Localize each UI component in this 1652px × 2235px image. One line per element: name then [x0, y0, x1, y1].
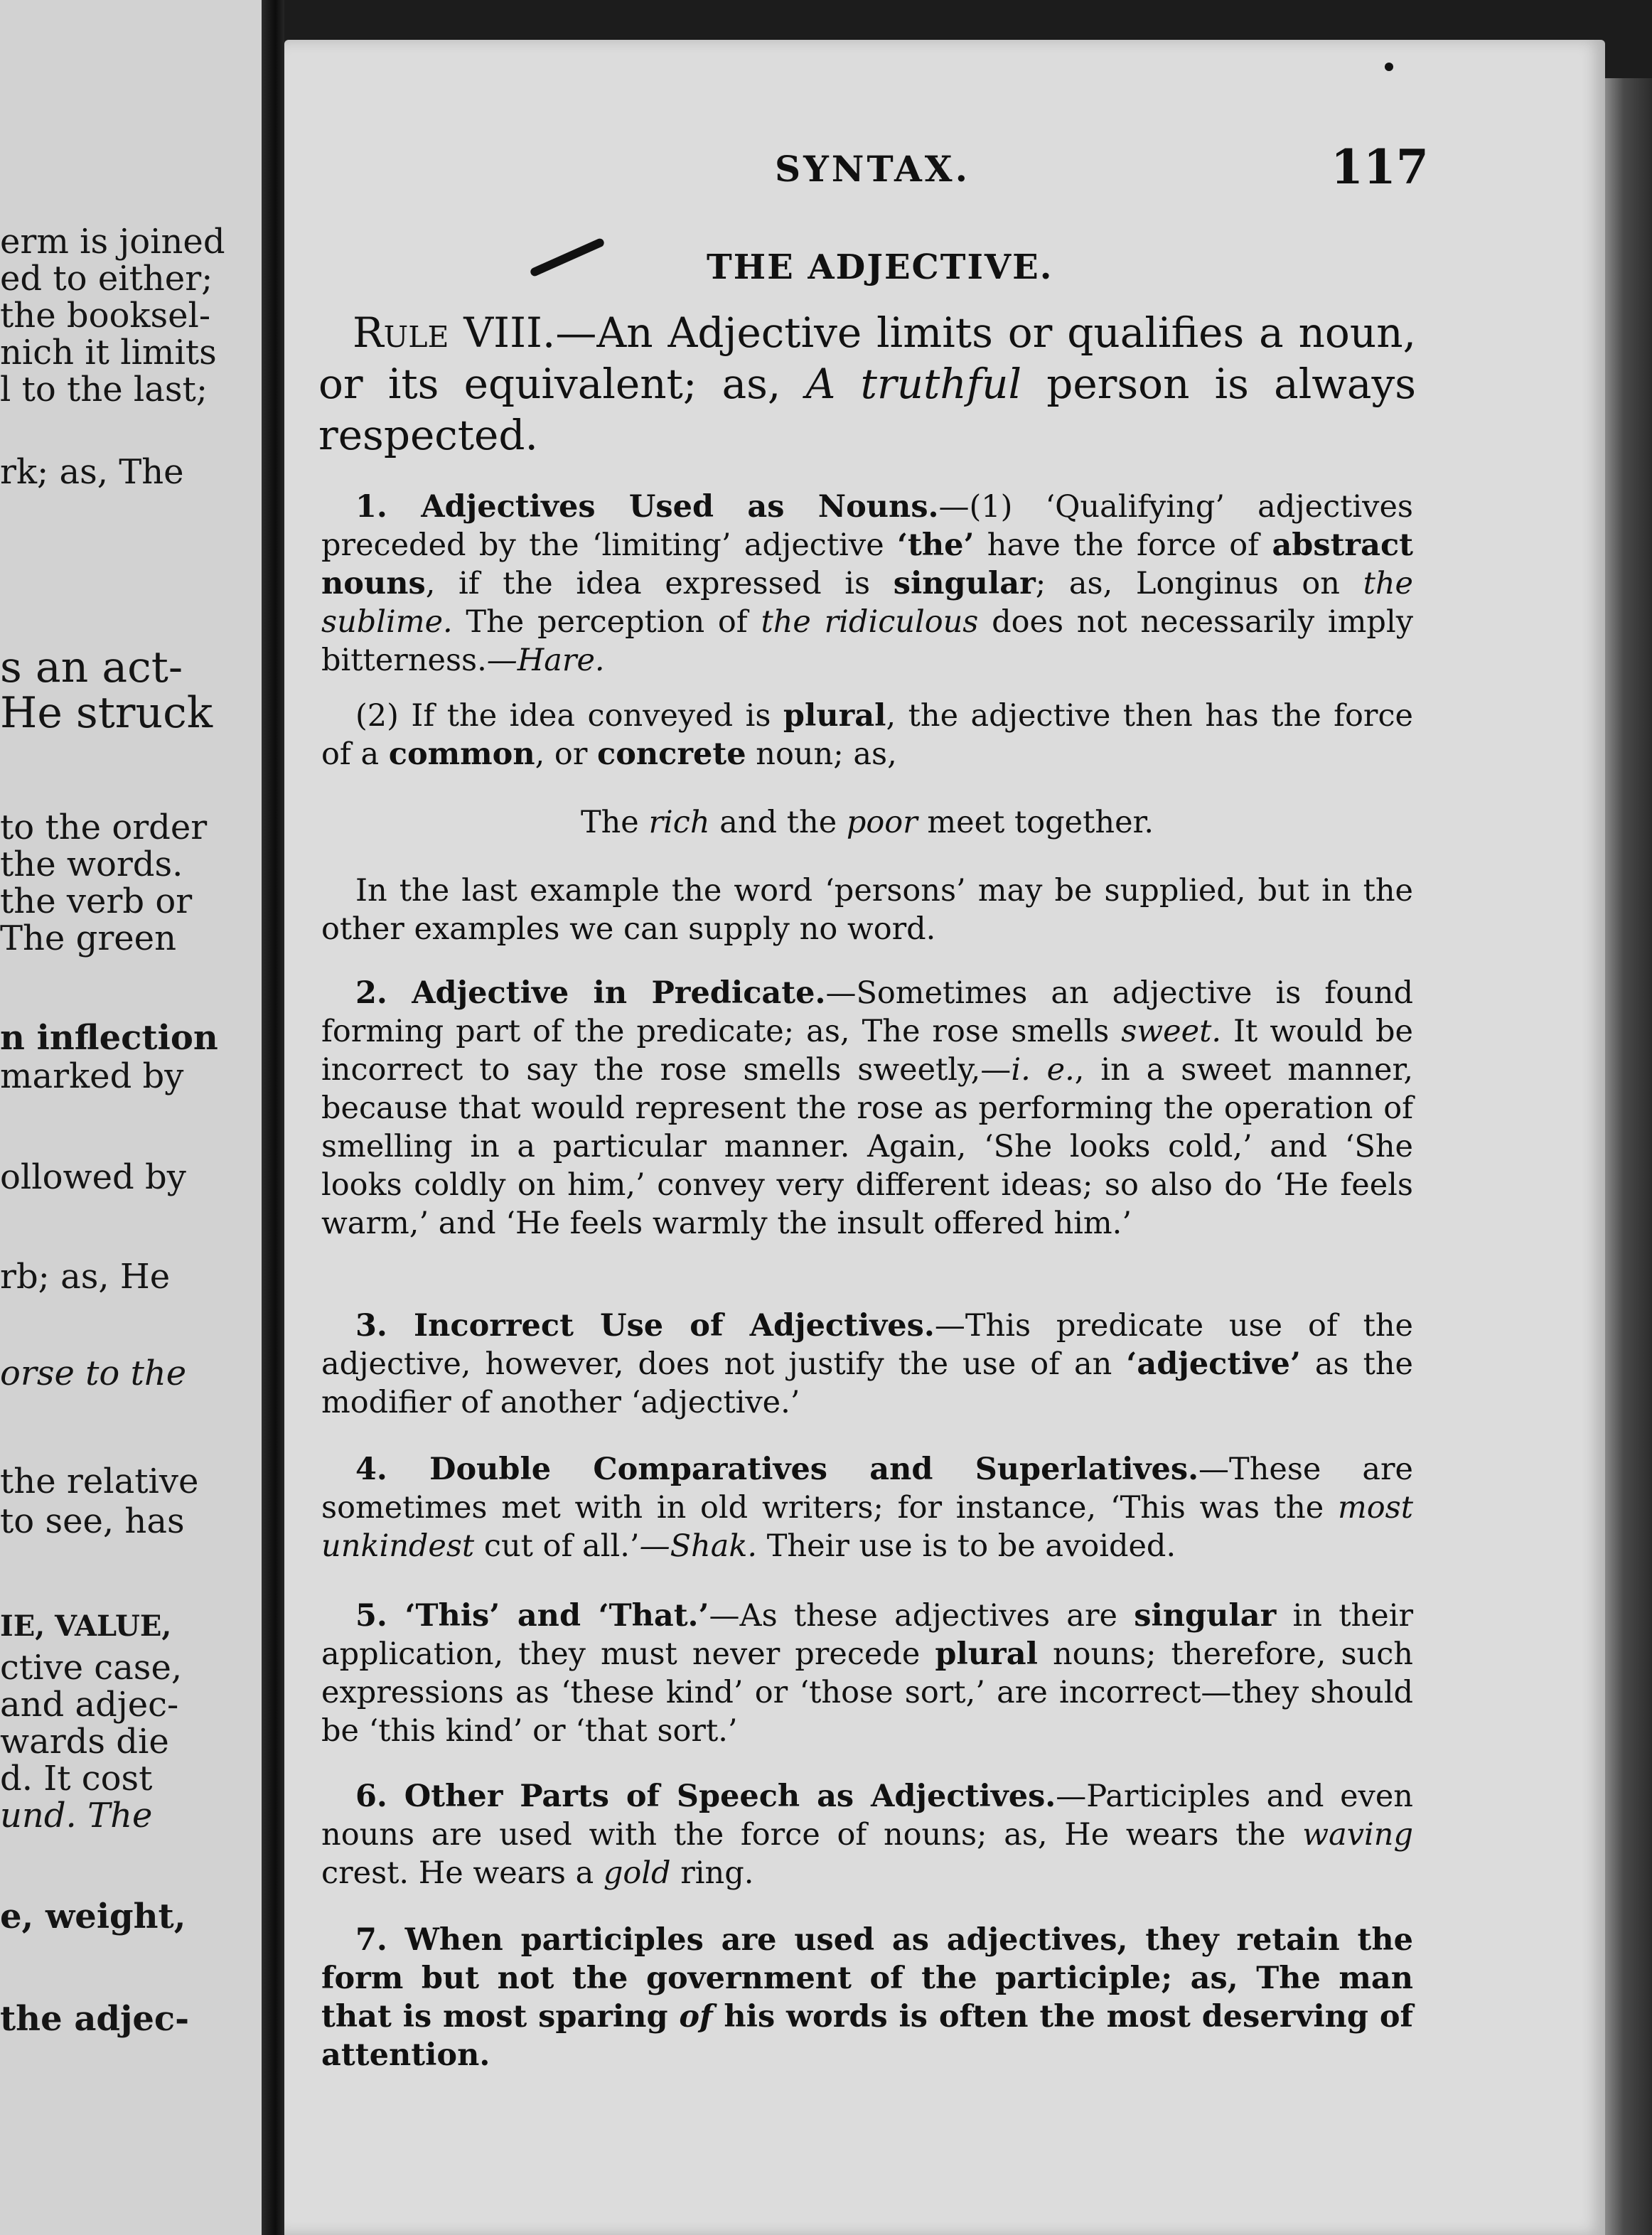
left-line: e, weight, — [0, 1897, 186, 1936]
bold-text: singular — [1134, 1598, 1277, 1634]
left-line: IE, VALUE, — [0, 1609, 172, 1643]
bold-text: singular — [893, 566, 1036, 601]
paragraph-other-parts-of-speech — [321, 1777, 1413, 1892]
paragraph-adjective-in-predicate — [321, 974, 1413, 1243]
bold-text: plural — [783, 698, 886, 734]
rule-label: Rule VIII. — [353, 309, 556, 357]
bold-text: common — [388, 736, 535, 772]
left-line: nich it limits — [0, 333, 217, 372]
text: meet together. — [917, 805, 1154, 840]
left-line: and adjec- — [0, 1685, 179, 1725]
text: , if the idea expressed is — [425, 566, 894, 601]
rule-statement — [318, 307, 1416, 461]
paragraph-this-and-that — [321, 1597, 1413, 1750]
italic-text: rich — [648, 805, 710, 840]
left-line: to see, has — [0, 1501, 185, 1541]
text: his words is often the most deserving of attention. — [321, 1999, 1413, 2073]
text: —This predicate use of the adjective, however, does not justify the use of an — [321, 1308, 1413, 1382]
text: Their use is to be avoided. — [757, 1528, 1176, 1564]
text: nouns; therefore, such expressions as ‘these kind’ or ‘those sort,’ are incorrect—they should be ‘this kind’ or ‘that sort.’ — [321, 1636, 1413, 1749]
running-head: SYNTAX. — [775, 148, 970, 190]
bold-text: ‘adjective’ — [1126, 1346, 1301, 1382]
text: —Participles and even nouns are used with the force of nouns; as, He wears the — [321, 1779, 1413, 1853]
left-line: the adjec- — [0, 1999, 190, 2039]
text: —As these adjectives are — [709, 1598, 1135, 1634]
rule-example: truthful — [860, 360, 1022, 408]
left-line: He struck — [0, 688, 213, 738]
paragraph-heading: 1. Adjectives Used as Nouns. — [355, 489, 939, 525]
text: in their application, they must never precede — [321, 1598, 1414, 1672]
left-line: the words. — [0, 845, 183, 884]
left-line: the relative — [0, 1462, 199, 1501]
left-line: ctive case, — [0, 1648, 183, 1688]
text: The perception of — [452, 604, 761, 640]
left-line: The green — [0, 918, 176, 958]
italic-text: the sublime. — [321, 566, 1413, 640]
text: cut of all.’ — [474, 1528, 640, 1564]
paragraph-heading: 6. Other Parts of Speech as Adjectives. — [355, 1779, 1056, 1814]
text: noun; as, — [746, 736, 897, 772]
text: , in a sweet manner, because that would represent the rose as performing the operation of smelling in a particular manner. Again, ‘She looks cold,’ and ‘She looks coldly on him,’ convey very different ideas; so also do ‘He feels warm,’ and ‘He feels warmly the insult offered him.’ — [321, 1052, 1413, 1241]
book-gutter — [262, 0, 284, 2235]
paragraph-heading: 2. Adjective in Predicate. — [355, 975, 826, 1011]
left-line: marked by — [0, 1056, 184, 1096]
text: —Sometimes an adjective is found forming part of the predicate; as, The rose smells — [321, 975, 1413, 1049]
text: as the modifier of another ‘adjective.’ — [321, 1346, 1413, 1420]
left-line: und. The — [0, 1796, 153, 1835]
text: does not necessarily imply bitterness. — [321, 604, 1413, 678]
bold-text: plural — [935, 1636, 1038, 1672]
paragraph-heading: 4. Double Comparatives and Superlatives. — [355, 1452, 1199, 1487]
text: (2) If the idea conveyed is — [355, 698, 783, 734]
text: ring. — [670, 1855, 754, 1891]
paragraph-heading: 3. Incorrect Use of Adjectives. — [355, 1308, 935, 1344]
left-line: n inflection — [0, 1018, 218, 1058]
ink-dot — [1385, 63, 1393, 71]
bold-text: ‘the’ — [897, 527, 975, 563]
paragraph-double-comparatives — [321, 1450, 1413, 1565]
text: crest. He wears a — [321, 1855, 604, 1891]
text: 7. When participles are used as adjectives, they retain the form but not the government of the participle; as, The man that is most sparing — [321, 1922, 1413, 2035]
text: have the force of — [974, 527, 1272, 563]
italic-text: poor — [846, 805, 918, 840]
left-line: l to the last; — [0, 370, 208, 409]
left-line: s an act- — [0, 643, 183, 692]
italic-text: most unkindest — [321, 1490, 1413, 1564]
rule-text: person is always respected. — [318, 360, 1416, 459]
rule-text: —An Adjective limits or qualifies a noun, or its equivalent; as, — [318, 309, 1416, 408]
page-edge — [1605, 78, 1652, 2235]
left-page — [0, 0, 262, 2235]
rule-example: A — [805, 360, 836, 408]
italic-text: sweet. — [1121, 1014, 1222, 1049]
italic-text: gold — [603, 1855, 671, 1891]
text: —(1) ‘Qualifying’ adjectives preceded by the ‘limiting’ adjective — [321, 489, 1413, 563]
left-line: erm is joined — [0, 222, 225, 262]
paragraph-adjectives-as-nouns — [321, 488, 1413, 680]
text: —These are sometimes met with in old writers; for instance, ‘This was the — [321, 1452, 1413, 1526]
left-line: wards die — [0, 1722, 169, 1762]
left-line: to the order — [0, 808, 208, 847]
text: , the adjective then has the force of a — [321, 698, 1413, 772]
left-line: rb; as, He — [0, 1257, 171, 1297]
left-line: orse to the — [0, 1354, 187, 1393]
left-line: d. It cost — [0, 1759, 153, 1799]
text: ; as, Longinus on — [1035, 566, 1363, 601]
left-line: the verb or — [0, 881, 193, 921]
italic-text: —Shak. — [639, 1528, 758, 1564]
text: The — [580, 805, 649, 840]
text: , or — [535, 736, 598, 772]
page-number: 117 — [1331, 139, 1429, 195]
paragraph-plural-idea — [321, 697, 1413, 773]
paragraph-participles — [321, 1921, 1413, 2074]
example-line — [321, 803, 1413, 842]
left-line: rk; as, The — [0, 452, 184, 492]
bold-text: abstract nouns — [321, 527, 1413, 601]
paragraph-heading: 5. ‘This’ and ‘That.’ — [355, 1598, 709, 1634]
left-line: ed to either; — [0, 259, 213, 299]
paragraph-last-example: In the last example the word ‘persons’ may be supplied, but in the other examples we can supply no word. — [321, 873, 1413, 947]
left-line: the booksel- — [0, 296, 211, 336]
italic-text: i. e. — [1011, 1052, 1075, 1088]
left-line: ollowed by — [0, 1157, 186, 1197]
text: It would be incorrect to say the rose smells sweetly,— — [321, 1014, 1413, 1088]
italic-text: waving — [1302, 1817, 1413, 1853]
italic-text: —Hare. — [486, 643, 605, 678]
italic-text: the ridiculous — [761, 604, 979, 640]
paragraph-incorrect-use — [321, 1307, 1413, 1422]
section-title: THE ADJECTIVE. — [707, 247, 1053, 287]
italic-text: of — [679, 1999, 713, 2035]
text: and the — [709, 805, 847, 840]
bold-text: concrete — [597, 736, 746, 772]
